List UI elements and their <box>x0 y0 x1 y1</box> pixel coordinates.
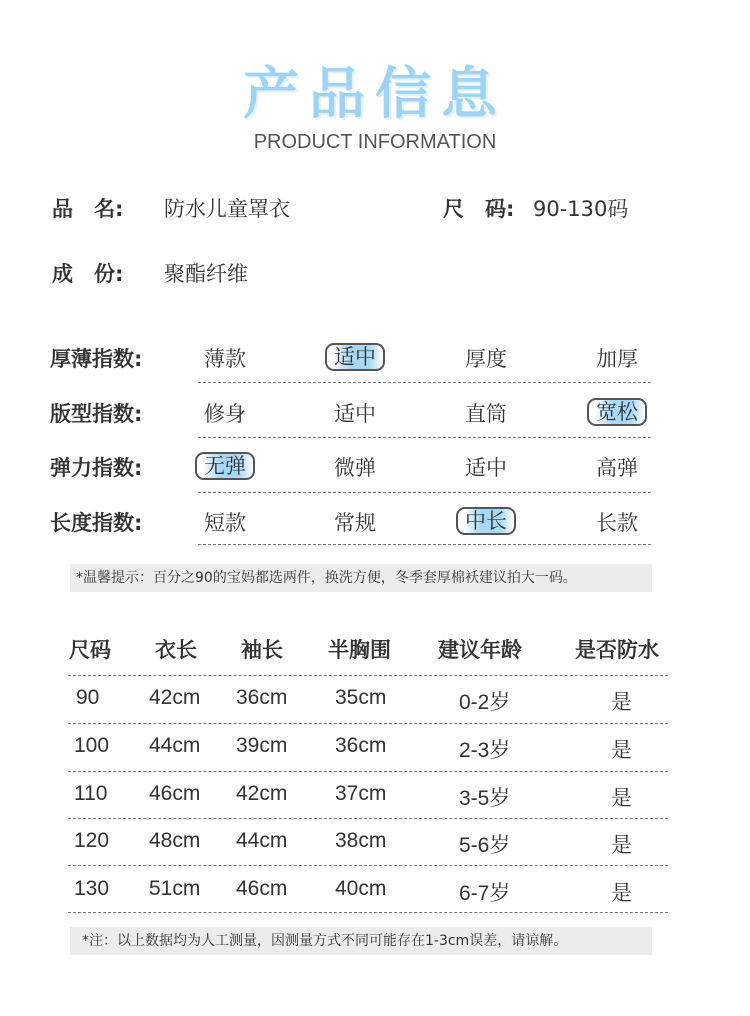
material-value: 聚酯纤维 <box>164 262 248 286</box>
cell-length: 51cm <box>149 877 201 900</box>
cell-length: 46cm <box>149 782 201 805</box>
cell-size: 110 <box>74 782 108 805</box>
table-header-sleeve: 袖长 <box>241 638 283 662</box>
thickness-option: 加厚 <box>596 347 638 371</box>
cell-sleeve: 36cm <box>236 686 288 709</box>
footnote: *注：以上数据均为人工测量，因测量方式不同可能存在1-3cm误差，请谅解。 <box>70 927 652 955</box>
cell-age: 5-6岁 <box>459 834 511 857</box>
cell-sleeve: 39cm <box>236 734 288 757</box>
cell-age: 2-3岁 <box>459 739 511 762</box>
cell-waterproof: 是 <box>611 739 632 762</box>
length-option: 中长 <box>436 507 536 535</box>
table-header-size: 尺码 <box>69 638 111 662</box>
cell-length: 42cm <box>149 686 201 709</box>
table-header-chest: 半胸围 <box>328 638 391 662</box>
elasticity-option: 适中 <box>465 456 507 480</box>
cell-waterproof: 是 <box>611 882 632 905</box>
thickness-option: 薄款 <box>204 347 246 371</box>
page-subtitle: PRODUCT INFORMATION <box>253 131 497 153</box>
fit-option: 宽松 <box>567 398 667 426</box>
table-header-length: 衣长 <box>155 638 197 662</box>
fit-option: 直筒 <box>465 402 507 426</box>
size-value: 90-130码 <box>533 197 629 221</box>
thickness-option: 厚度 <box>465 347 507 371</box>
cell-size: 90 <box>76 686 100 709</box>
cell-length: 48cm <box>149 829 201 852</box>
cell-chest: 40cm <box>335 877 387 900</box>
table-header-waterproof: 是否防水 <box>575 638 659 662</box>
elasticity-option: 无弹 <box>175 452 275 480</box>
divider <box>68 912 668 913</box>
tip-note: *温馨提示：百分之90的宝妈都选两件，换洗方便，冬季套厚棉袄建议拍大一码。 <box>70 564 652 592</box>
cell-size: 120 <box>74 829 110 852</box>
cell-sleeve: 44cm <box>236 829 288 852</box>
divider <box>198 382 651 383</box>
cell-size: 100 <box>74 734 110 757</box>
elasticity-option: 微弹 <box>334 456 376 480</box>
elasticity-index-label: 弹力指数: <box>50 456 143 480</box>
cell-waterproof: 是 <box>611 691 632 714</box>
cell-sleeve: 42cm <box>236 782 288 805</box>
cell-age: 6-7岁 <box>459 882 511 905</box>
cell-chest: 37cm <box>335 782 387 805</box>
divider <box>68 865 668 866</box>
elasticity-option: 高弹 <box>596 456 638 480</box>
cell-waterproof: 是 <box>611 787 632 810</box>
thickness-index-label: 厚薄指数: <box>50 347 143 371</box>
cell-chest: 38cm <box>335 829 387 852</box>
material-label: 成 份: <box>52 262 124 286</box>
name-value: 防水儿童罩衣 <box>164 197 290 221</box>
divider <box>68 818 668 819</box>
divider <box>68 771 668 772</box>
cell-age: 3-5岁 <box>459 787 511 810</box>
thickness-option: 适中 <box>305 343 405 371</box>
cell-age: 0-2岁 <box>459 691 511 714</box>
fit-index-label: 版型指数: <box>50 402 143 426</box>
cell-sleeve: 46cm <box>236 877 288 900</box>
cell-length: 44cm <box>149 734 201 757</box>
page-title: 产品信息 <box>243 62 507 127</box>
divider <box>198 544 651 545</box>
divider <box>198 492 651 493</box>
length-option: 长款 <box>596 511 638 535</box>
size-label: 尺 码: <box>443 197 515 221</box>
cell-waterproof: 是 <box>611 834 632 857</box>
length-option: 短款 <box>204 511 246 535</box>
fit-option: 修身 <box>204 402 246 426</box>
divider <box>198 437 651 438</box>
cell-size: 130 <box>74 877 110 900</box>
length-option: 常规 <box>334 511 376 535</box>
name-label: 品 名: <box>52 197 124 221</box>
divider <box>68 723 668 724</box>
cell-chest: 35cm <box>335 686 387 709</box>
length-index-label: 长度指数: <box>50 511 143 535</box>
cell-chest: 36cm <box>335 734 387 757</box>
table-header-age: 建议年龄 <box>438 638 522 662</box>
divider <box>68 675 668 676</box>
fit-option: 适中 <box>334 402 376 426</box>
